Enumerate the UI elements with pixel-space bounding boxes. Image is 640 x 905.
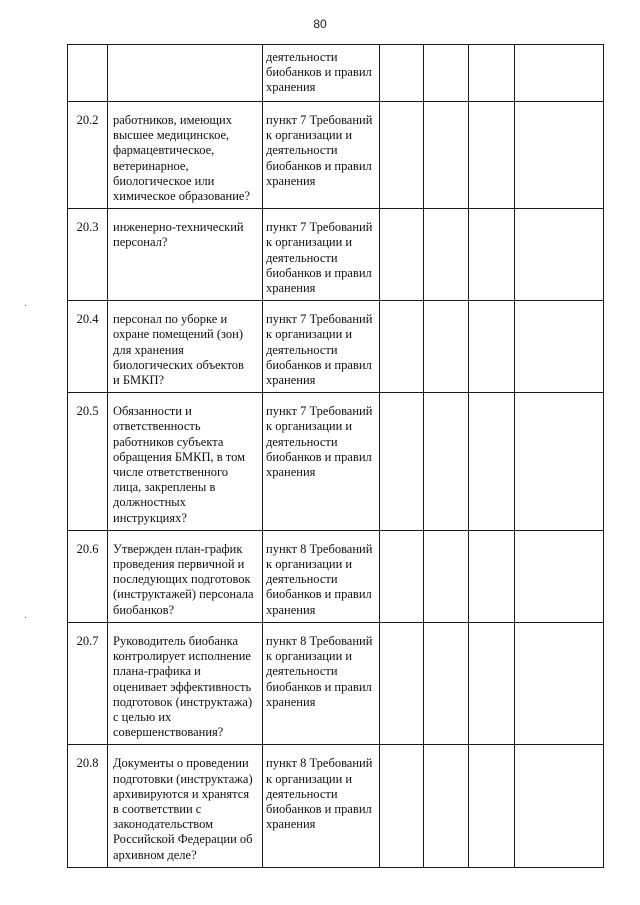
page-number: 80	[313, 17, 327, 31]
notes-cell	[515, 745, 604, 867]
reference-text: пункт 7 Требований к организации и деятельности биобанков и правил хранения	[266, 113, 373, 188]
table-row	[68, 301, 604, 393]
row-number: 20.6	[68, 530, 108, 622]
question-cell	[108, 209, 263, 301]
reference-text: пункт 7 Требований к организации и деятельности биобанков и правил хранения	[266, 404, 373, 480]
answer-na-cell	[469, 102, 515, 209]
question-cell	[108, 745, 263, 867]
reference-text: пункт 8 Требований к организации и деятельности биобанков и правил хранения	[266, 541, 373, 617]
answer-no-cell	[424, 622, 469, 744]
question-cell	[108, 102, 263, 209]
notes-cell	[515, 301, 604, 393]
question-text: Утвержден план-график проведения первичной и последующих подготовок (инструктажей) персонала биобанков?	[113, 541, 254, 617]
table-row	[68, 530, 604, 622]
scan-speck	[25, 305, 26, 306]
row-number	[68, 45, 108, 102]
row-number: 20.8	[68, 745, 108, 867]
notes-cell	[515, 209, 604, 301]
notes-cell	[515, 622, 604, 744]
reference-cell	[263, 622, 380, 744]
answer-na-cell	[469, 530, 515, 622]
table-row	[68, 622, 604, 744]
answer-yes-cell	[380, 393, 424, 531]
checklist-table-container	[67, 44, 603, 868]
reference-text: деятельности биобанков и правил хранения	[266, 50, 372, 95]
notes-cell	[515, 393, 604, 531]
answer-no-cell	[424, 209, 469, 301]
row-number: 20.5	[68, 393, 108, 531]
answer-yes-cell	[380, 745, 424, 867]
answer-no-cell	[424, 102, 469, 209]
question-text: Руководитель биобанка контролирует исполнение плана-графика и оценивает эффективность подготовок (инструктажа) с целью их совершенствования?	[113, 633, 253, 740]
question-text: работников, имеющих высшее медицинское, фармацевтическое, ветеринарное, биологическое или химическое образование?	[113, 113, 251, 204]
answer-yes-cell	[380, 530, 424, 622]
answer-no-cell	[424, 530, 469, 622]
row-number: 20.2	[68, 102, 108, 209]
reference-cell	[263, 102, 380, 209]
checklist-table-body	[68, 45, 604, 868]
answer-na-cell	[469, 622, 515, 744]
table-row	[68, 745, 604, 867]
answer-no-cell	[424, 745, 469, 867]
question-cell	[108, 301, 263, 393]
question-text: Обязанности и ответственность работников субъекта обращения БМКП, в том числе ответственного лица, закреплены в должностных инструкциях?	[113, 404, 245, 525]
reference-cell	[263, 745, 380, 867]
answer-yes-cell	[380, 301, 424, 393]
table-row	[68, 209, 604, 301]
answer-yes-cell	[380, 622, 424, 744]
answer-no-cell	[424, 393, 469, 531]
question-cell	[108, 530, 263, 622]
notes-cell	[515, 530, 604, 622]
answer-no-cell	[424, 45, 469, 102]
answer-yes-cell	[380, 45, 424, 102]
row-number: 20.3	[68, 209, 108, 301]
reference-cell	[263, 301, 380, 393]
row-number: 20.4	[68, 301, 108, 393]
answer-yes-cell	[380, 102, 424, 209]
answer-na-cell	[469, 745, 515, 867]
reference-text: пункт 8 Требований к организации и деятельности биобанков и правил хранения	[266, 756, 373, 832]
reference-cell	[263, 45, 380, 102]
answer-na-cell	[469, 209, 515, 301]
question-cell	[108, 45, 263, 102]
answer-no-cell	[424, 301, 469, 393]
question-cell	[108, 393, 263, 531]
reference-text: пункт 7 Требований к организации и деятельности биобанков и правил хранения	[266, 220, 373, 296]
table-row	[68, 393, 604, 531]
answer-na-cell	[469, 301, 515, 393]
reference-cell	[263, 530, 380, 622]
reference-text: пункт 7 Требований к организации и деятельности биобанков и правил хранения	[266, 312, 373, 388]
notes-cell	[515, 102, 604, 209]
row-number: 20.7	[68, 622, 108, 744]
reference-cell	[263, 209, 380, 301]
notes-cell	[515, 45, 604, 102]
table-row	[68, 45, 604, 102]
question-text: инженерно-технический персонал?	[113, 220, 244, 250]
table-row	[68, 102, 604, 209]
question-text: персонал по уборке и охране помещений (зон) для хранения биологических объектов и БМКП?	[113, 312, 244, 388]
question-cell	[108, 622, 263, 744]
checklist-table	[67, 44, 604, 868]
question-text: Документы о проведении подготовки (инструктажа) архивируются и хранятся в соответствии с законодательством Российской Федерации об архивном деле?	[113, 756, 253, 862]
answer-yes-cell	[380, 209, 424, 301]
reference-text: пункт 8 Требований к организации и деятельности биобанков и правил хранения	[266, 633, 373, 709]
reference-cell	[263, 393, 380, 531]
scan-speck	[25, 617, 26, 618]
answer-na-cell	[469, 393, 515, 531]
answer-na-cell	[469, 45, 515, 102]
